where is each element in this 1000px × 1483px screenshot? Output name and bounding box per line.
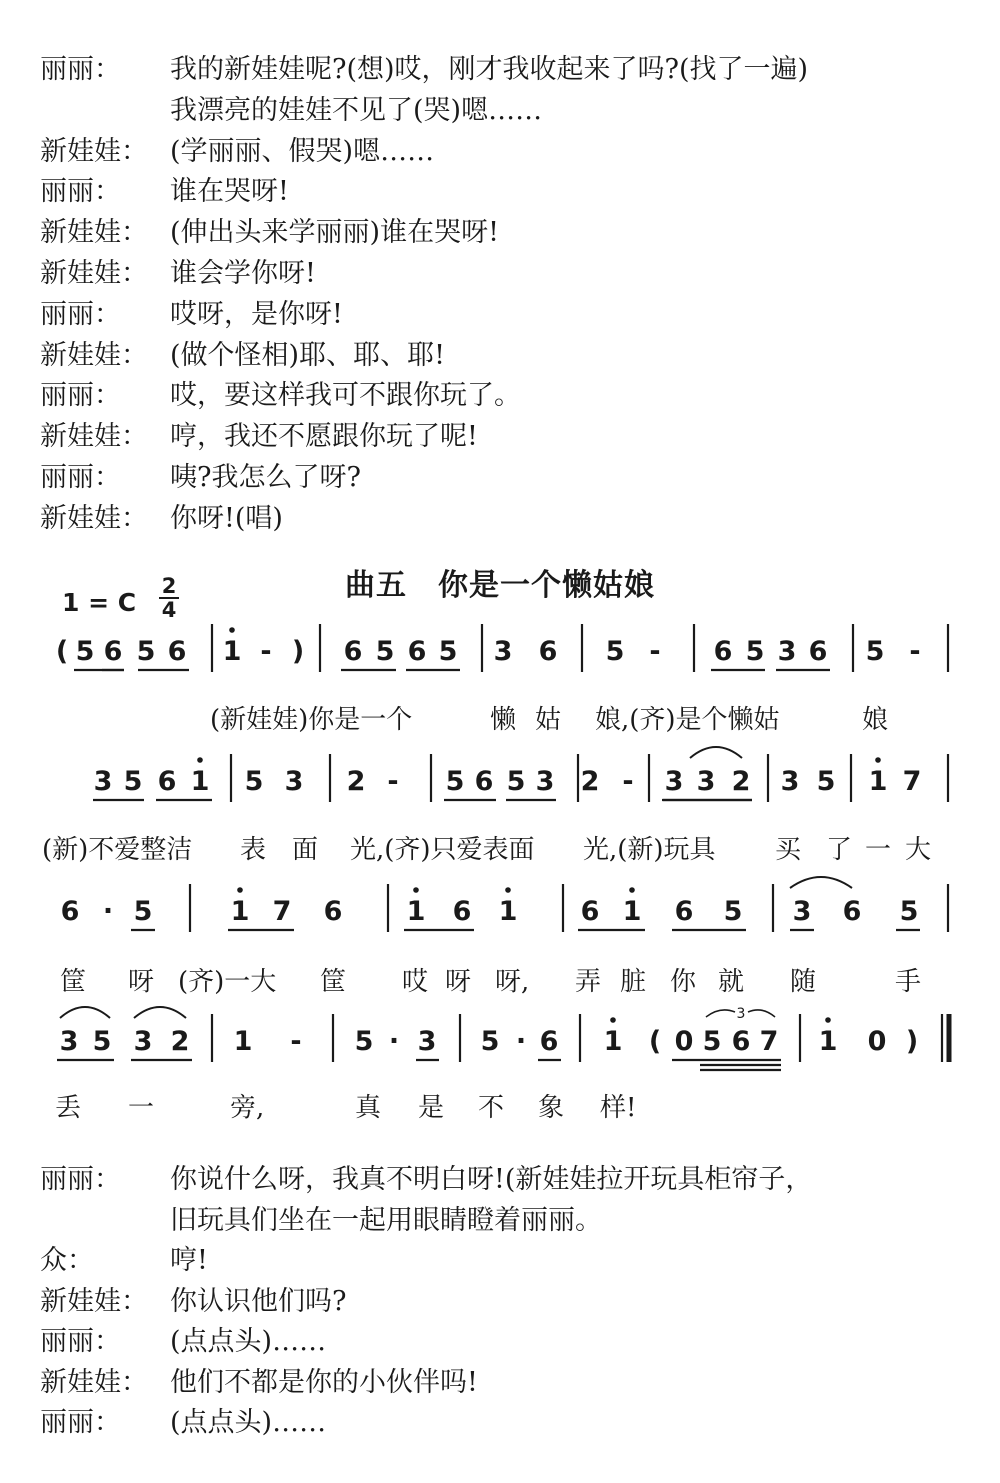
high-octave-dot bbox=[629, 887, 635, 893]
triplet-arc bbox=[706, 1010, 735, 1017]
note: 5 bbox=[605, 636, 625, 667]
dialogue-text: 咦?我怎么了呀? bbox=[170, 462, 361, 493]
triplet-arc bbox=[748, 1010, 775, 1017]
dialogue-line bbox=[0, 1403, 1000, 1443]
note: 6 bbox=[60, 896, 80, 927]
note: - bbox=[909, 636, 921, 667]
augmentation-dot: · bbox=[388, 1026, 400, 1057]
note: 6 bbox=[452, 896, 472, 927]
dialogue-text: 哎，要这样我可不跟你玩了。 bbox=[170, 380, 521, 412]
speaker: 众： bbox=[40, 1245, 94, 1276]
note: 5 bbox=[865, 636, 885, 667]
speaker: 丽丽： bbox=[40, 176, 121, 208]
dialogue-text: (点点头)…… bbox=[170, 1407, 327, 1438]
lyric: 样! bbox=[600, 1093, 637, 1123]
note: 6 bbox=[731, 1026, 751, 1057]
note: 6 bbox=[103, 636, 123, 667]
lyric: 光,(齐)只爱表面 bbox=[350, 835, 535, 865]
high-octave-dot bbox=[237, 887, 243, 893]
dialogue-text: 哼，我还不愿跟你玩了呢! bbox=[170, 421, 478, 453]
high-octave-dot bbox=[610, 1017, 616, 1023]
lyric: 懒 bbox=[490, 705, 517, 735]
lyric: 丢 bbox=[55, 1093, 82, 1123]
note: 6 bbox=[474, 766, 494, 797]
speaker: 新娃娃： bbox=[40, 502, 148, 534]
speaker: 丽丽： bbox=[40, 1164, 121, 1195]
note: 7 bbox=[272, 896, 292, 927]
note: 6 bbox=[808, 636, 828, 667]
song-title: 曲五 你是一个懒姑娘 bbox=[345, 568, 655, 603]
dialogue-line bbox=[0, 1363, 1000, 1403]
lyric: 面 bbox=[292, 835, 319, 865]
note: 2 bbox=[170, 1026, 190, 1057]
note: - bbox=[649, 636, 661, 667]
note: 5 bbox=[133, 896, 153, 927]
dialogue-text: 你认识他们吗? bbox=[170, 1285, 347, 1317]
lyric: 呀 bbox=[128, 967, 155, 997]
slur bbox=[60, 1007, 110, 1018]
lyric: (新)不爱整洁 bbox=[42, 835, 193, 865]
note: 3 bbox=[664, 766, 684, 797]
meter-top: 2 bbox=[161, 574, 177, 598]
note: 5 bbox=[354, 1026, 374, 1057]
key-signature: 1 = C bbox=[62, 588, 137, 617]
high-octave-dot bbox=[875, 757, 881, 763]
note: 6 bbox=[539, 1026, 559, 1057]
lyric: 娘 bbox=[862, 705, 889, 735]
note: 1 bbox=[818, 1026, 838, 1057]
note: 5 bbox=[123, 766, 143, 797]
note: 1 bbox=[868, 766, 888, 797]
speaker: 新娃娃： bbox=[40, 217, 148, 249]
note: 5 bbox=[899, 896, 919, 927]
high-octave-dot bbox=[197, 757, 203, 763]
speaker: 丽丽： bbox=[40, 54, 121, 85]
dialogue-text: 哎呀，是你呀! bbox=[170, 298, 343, 330]
high-octave-dot bbox=[413, 887, 419, 893]
note: 5 bbox=[480, 1026, 500, 1057]
speaker: 新娃娃： bbox=[40, 339, 148, 371]
lyric: 你 bbox=[670, 967, 697, 997]
note: 3 bbox=[780, 766, 800, 797]
note: 5 bbox=[723, 896, 743, 927]
note: 6 bbox=[538, 636, 558, 667]
note: 6 bbox=[323, 896, 343, 927]
dialogue-line bbox=[0, 1282, 1000, 1322]
note: - bbox=[290, 1026, 302, 1057]
bracket: ) bbox=[905, 1026, 919, 1057]
note: 5 bbox=[136, 636, 156, 667]
dialogue-line bbox=[0, 1322, 1000, 1362]
lyric: 随 bbox=[790, 967, 817, 997]
note: 5 bbox=[506, 766, 526, 797]
note: 1 bbox=[190, 766, 210, 797]
bracket: ( bbox=[55, 636, 69, 667]
note: 2 bbox=[731, 766, 751, 797]
speaker: 丽丽： bbox=[40, 462, 121, 493]
note: 5 bbox=[445, 766, 465, 797]
lyric: 手 bbox=[895, 967, 922, 997]
note: 6 bbox=[674, 896, 694, 927]
note: 1 bbox=[406, 896, 426, 927]
note: 3 bbox=[777, 636, 797, 667]
speaker: 丽丽： bbox=[40, 1407, 121, 1438]
note: 6 bbox=[842, 896, 862, 927]
bracket: ) bbox=[291, 636, 305, 667]
note: 3 bbox=[93, 766, 113, 797]
note: - bbox=[387, 766, 399, 797]
note: 3 bbox=[59, 1026, 79, 1057]
dialogue-text: 我的新娃娃呢?(想)哎，刚才我收起来了吗?(找了一遍) bbox=[170, 54, 809, 85]
note: 2 bbox=[346, 766, 366, 797]
note: 5 bbox=[75, 636, 95, 667]
speaker: 丽丽： bbox=[40, 380, 121, 412]
slur bbox=[790, 877, 852, 888]
note: 1 bbox=[230, 896, 250, 927]
note: 1 bbox=[233, 1026, 253, 1057]
lyric: 象 bbox=[538, 1093, 565, 1123]
high-octave-dot bbox=[825, 1017, 831, 1023]
lyric: 姑 bbox=[535, 705, 562, 735]
high-octave-dot bbox=[505, 887, 511, 893]
note: 1 bbox=[603, 1026, 623, 1057]
note: 5 bbox=[702, 1026, 722, 1057]
note: 6 bbox=[713, 636, 733, 667]
note: 7 bbox=[759, 1026, 779, 1057]
dialogue-text: 你说什么呀，我真不明白呀!(新娃娃拉开玩具柜帘子， bbox=[170, 1164, 813, 1195]
note: 1 bbox=[622, 896, 642, 927]
dialogue-line bbox=[0, 1241, 1000, 1281]
note: 6 bbox=[343, 636, 363, 667]
dialogue-text: 你呀!(唱) bbox=[170, 502, 283, 534]
lyric: (齐)一大 bbox=[178, 967, 277, 997]
dialogue-line bbox=[0, 1201, 1000, 1241]
dialogue-text: (学丽丽、假哭)嗯…… bbox=[170, 135, 435, 167]
lyric: 了 bbox=[826, 835, 853, 865]
dialogue-text: 谁在哭呀! bbox=[170, 176, 289, 208]
speaker: 丽丽： bbox=[40, 298, 121, 330]
high-octave-dot bbox=[229, 627, 235, 633]
note: 5 bbox=[375, 636, 395, 667]
bracket: ( bbox=[648, 1026, 662, 1057]
lyric: 光,(新)玩具 bbox=[583, 835, 716, 865]
note: 5 bbox=[745, 636, 765, 667]
note: 3 bbox=[792, 896, 812, 927]
note: 3 bbox=[493, 636, 513, 667]
dialogue-line bbox=[0, 1160, 1000, 1200]
lyric: 哎 bbox=[402, 967, 429, 997]
note: 1 bbox=[222, 636, 242, 667]
note: 5 bbox=[92, 1026, 112, 1057]
lyric: 呀, bbox=[495, 967, 530, 997]
slur bbox=[134, 1007, 186, 1018]
note: 6 bbox=[580, 896, 600, 927]
note: 2 bbox=[580, 766, 600, 797]
augmentation-dot: · bbox=[515, 1026, 527, 1057]
note: 5 bbox=[438, 636, 458, 667]
note: 6 bbox=[157, 766, 177, 797]
lyric: 筐 bbox=[60, 967, 87, 997]
triplet-mark: 3 bbox=[736, 1006, 746, 1022]
augmentation-dot: · bbox=[102, 896, 114, 927]
lyric: 表 bbox=[240, 835, 267, 865]
speaker: 新娃娃： bbox=[40, 135, 148, 167]
lyric: 弄 bbox=[575, 967, 602, 997]
lyric: 大 bbox=[905, 835, 932, 865]
note: 3 bbox=[133, 1026, 153, 1057]
lyric: 就 bbox=[718, 967, 745, 997]
dialogue-text: 他们不都是你的小伙伴吗! bbox=[170, 1366, 478, 1398]
speaker: 新娃娃： bbox=[40, 258, 148, 289]
note: 5 bbox=[816, 766, 836, 797]
note: 6 bbox=[407, 636, 427, 667]
note: 0 bbox=[674, 1026, 694, 1057]
note: 3 bbox=[696, 766, 716, 797]
dialogue-text: 我漂亮的娃娃不见了(哭)嗯…… bbox=[170, 94, 543, 126]
dialogue-text: 哼! bbox=[170, 1245, 208, 1276]
note: - bbox=[260, 636, 272, 667]
note: 6 bbox=[167, 636, 187, 667]
dialogue-text: 旧玩具们坐在一起用眼睛瞪着丽丽。 bbox=[170, 1204, 602, 1236]
speaker: 新娃娃： bbox=[40, 421, 148, 453]
lyric: 一 bbox=[865, 835, 892, 865]
dialogue-text: 谁会学你呀! bbox=[170, 258, 316, 289]
lyric: 娘,(齐)是个懒姑 bbox=[595, 705, 780, 735]
lyric: 不 bbox=[478, 1093, 505, 1123]
lyric: (新娃娃)你是一个 bbox=[210, 705, 413, 735]
meter-bottom: 4 bbox=[161, 598, 177, 622]
lyric: 真 bbox=[355, 1093, 382, 1123]
speaker: 新娃娃： bbox=[40, 1285, 148, 1317]
dialogue-text: (伸出头来学丽丽)谁在哭呀! bbox=[170, 217, 499, 249]
note: - bbox=[622, 766, 634, 797]
lyric: 脏 bbox=[620, 967, 647, 997]
lyric: 是 bbox=[418, 1093, 445, 1123]
dialogue-text: (做个怪相)耶、耶、耶! bbox=[170, 339, 445, 371]
note: 5 bbox=[244, 766, 264, 797]
note: 3 bbox=[535, 766, 555, 797]
dialogue-text: (点点头)…… bbox=[170, 1326, 327, 1357]
lyric: 一 bbox=[128, 1093, 155, 1123]
note: 7 bbox=[902, 766, 922, 797]
lyric: 买 bbox=[775, 835, 802, 865]
note: 3 bbox=[284, 766, 304, 797]
slur bbox=[690, 747, 742, 758]
speaker: 丽丽： bbox=[40, 1326, 121, 1357]
note: 3 bbox=[417, 1026, 437, 1057]
lyric: 呀 bbox=[445, 967, 472, 997]
note: 1 bbox=[498, 896, 518, 927]
lyric: 旁, bbox=[230, 1093, 265, 1123]
note: 0 bbox=[867, 1026, 887, 1057]
speaker: 新娃娃： bbox=[40, 1366, 148, 1398]
lyric: 筐 bbox=[320, 967, 347, 997]
